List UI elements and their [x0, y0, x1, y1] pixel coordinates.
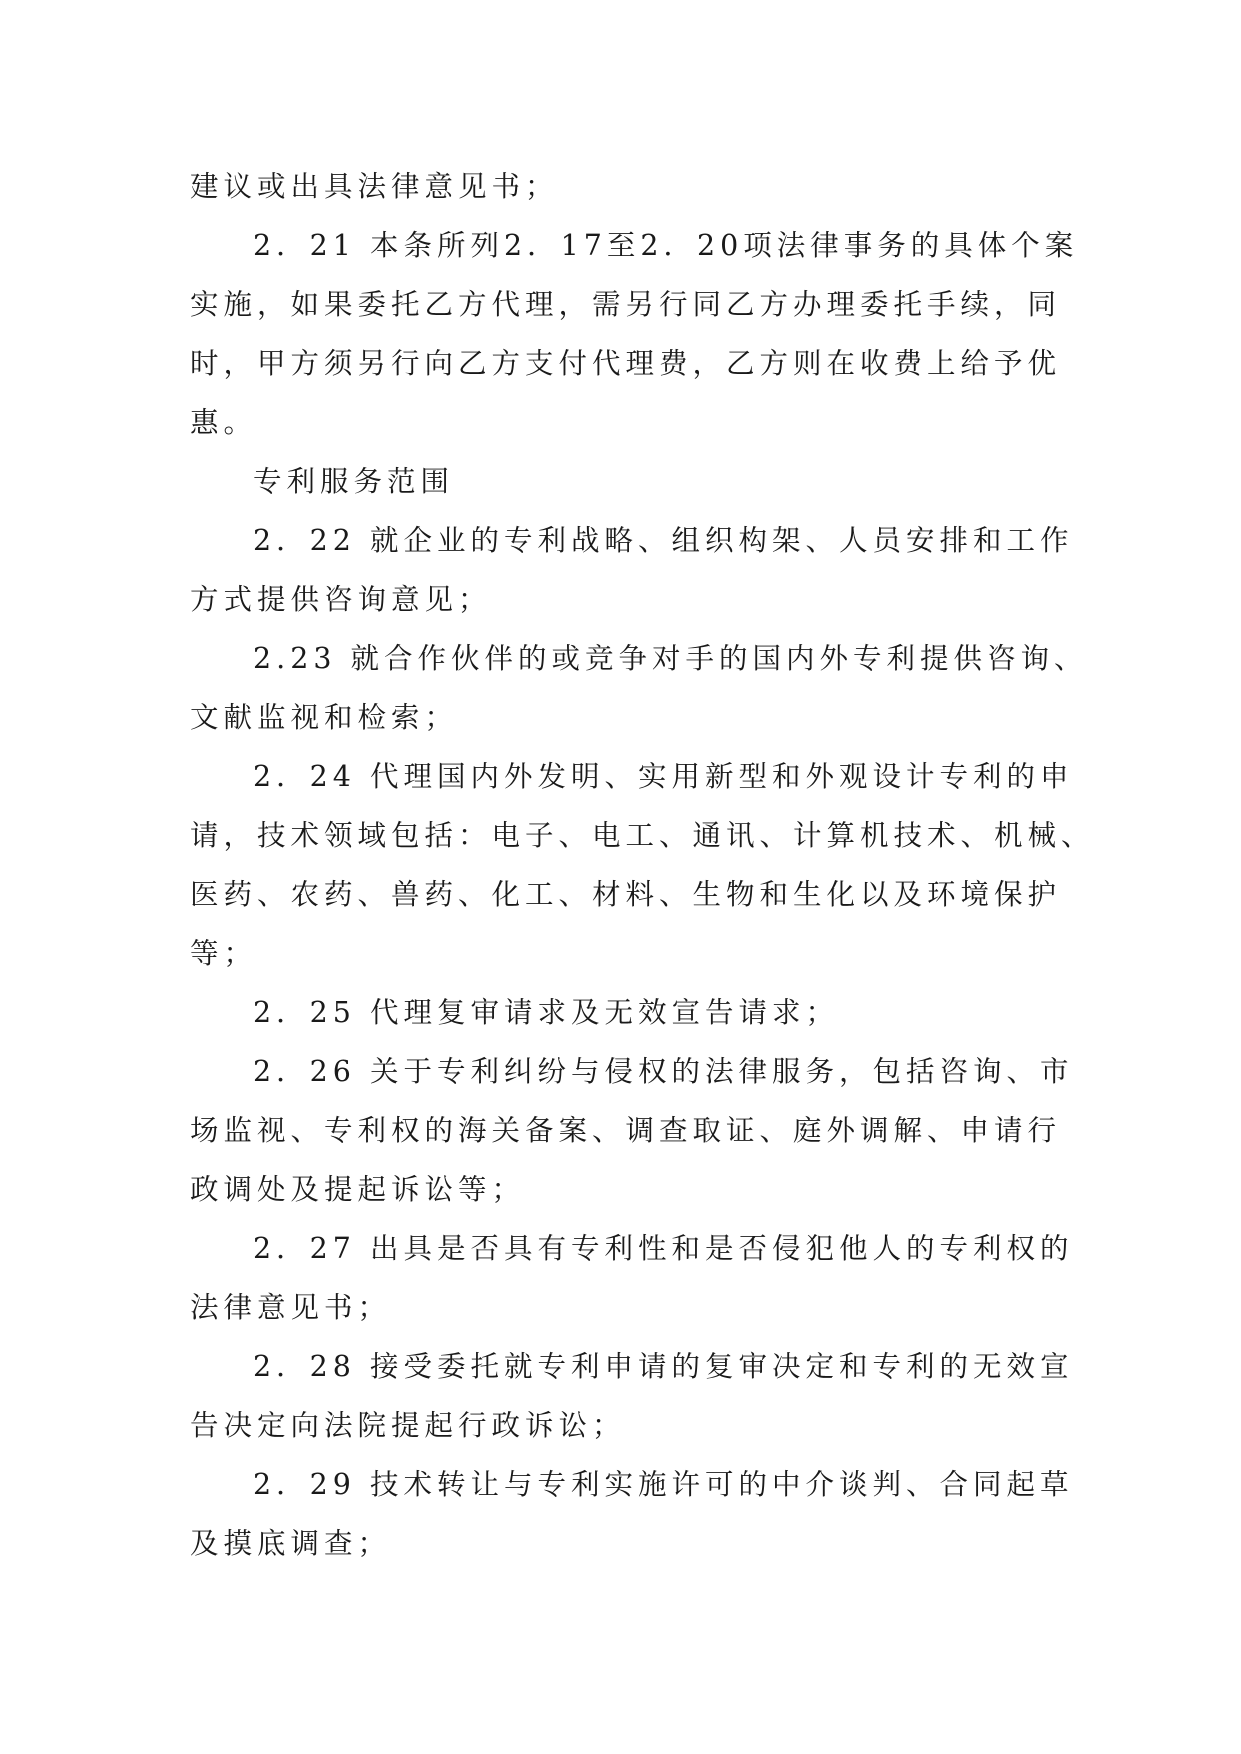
text-line: 2．22 就企业的专利战略、组织构架、人员安排和工作	[253, 524, 1074, 557]
text-line: 2．28 接受委托就专利申请的复审决定和专利的无效宣	[253, 1350, 1074, 1383]
text-line: 2．25 代理复审请求及无效宣告请求；	[253, 996, 839, 1029]
text-line: 法律意见书；	[190, 1291, 392, 1324]
text-line: 2．21 本条所列2．17至2．20项法律事务的具体个案	[253, 229, 1079, 262]
text-line: 等；	[190, 937, 258, 970]
document-body	[190, 157, 1095, 1573]
text-line: 请，技术领域包括：电子、电工、通讯、计算机技术、机械、	[190, 819, 1095, 852]
text-line: 及摸底调查；	[190, 1527, 392, 1560]
text-line: 2．27 出具是否具有专利性和是否侵犯他人的专利权的	[253, 1232, 1074, 1265]
text-line: 2．24 代理国内外发明、实用新型和外观设计专利的申	[253, 760, 1074, 793]
text-line: 2．29 技术转让与专利实施许可的中介谈判、合同起草	[253, 1468, 1074, 1501]
text-line: 建议或出具法律意见书；	[190, 170, 559, 203]
text-line: 政调处及提起诉讼等；	[190, 1173, 526, 1206]
text-line: 文献监视和检索；	[190, 701, 459, 734]
text-line: 实施，如果委托乙方代理，需另行同乙方办理委托手续，同	[190, 288, 1062, 321]
section-heading: 专利服务范围	[253, 465, 455, 498]
text-line: 2．26 关于专利纠纷与侵权的法律服务，包括咨询、市	[253, 1055, 1074, 1088]
text-line: 医药、农药、兽药、化工、材料、生物和生化以及环境保护	[190, 878, 1062, 911]
text-line: 场监视、专利权的海关备案、调查取证、庭外调解、申请行	[190, 1114, 1062, 1147]
text-line: 2.23 就合作伙伴的或竞争对手的国内外专利提供咨询、	[253, 642, 1088, 675]
text-line: 时，甲方须另行向乙方支付代理费，乙方则在收费上给予优	[190, 347, 1062, 380]
text-line: 告决定向法院提起行政诉讼；	[190, 1409, 626, 1442]
text-line: 方式提供咨询意见；	[190, 583, 492, 616]
text-line: 惠。	[190, 406, 258, 439]
